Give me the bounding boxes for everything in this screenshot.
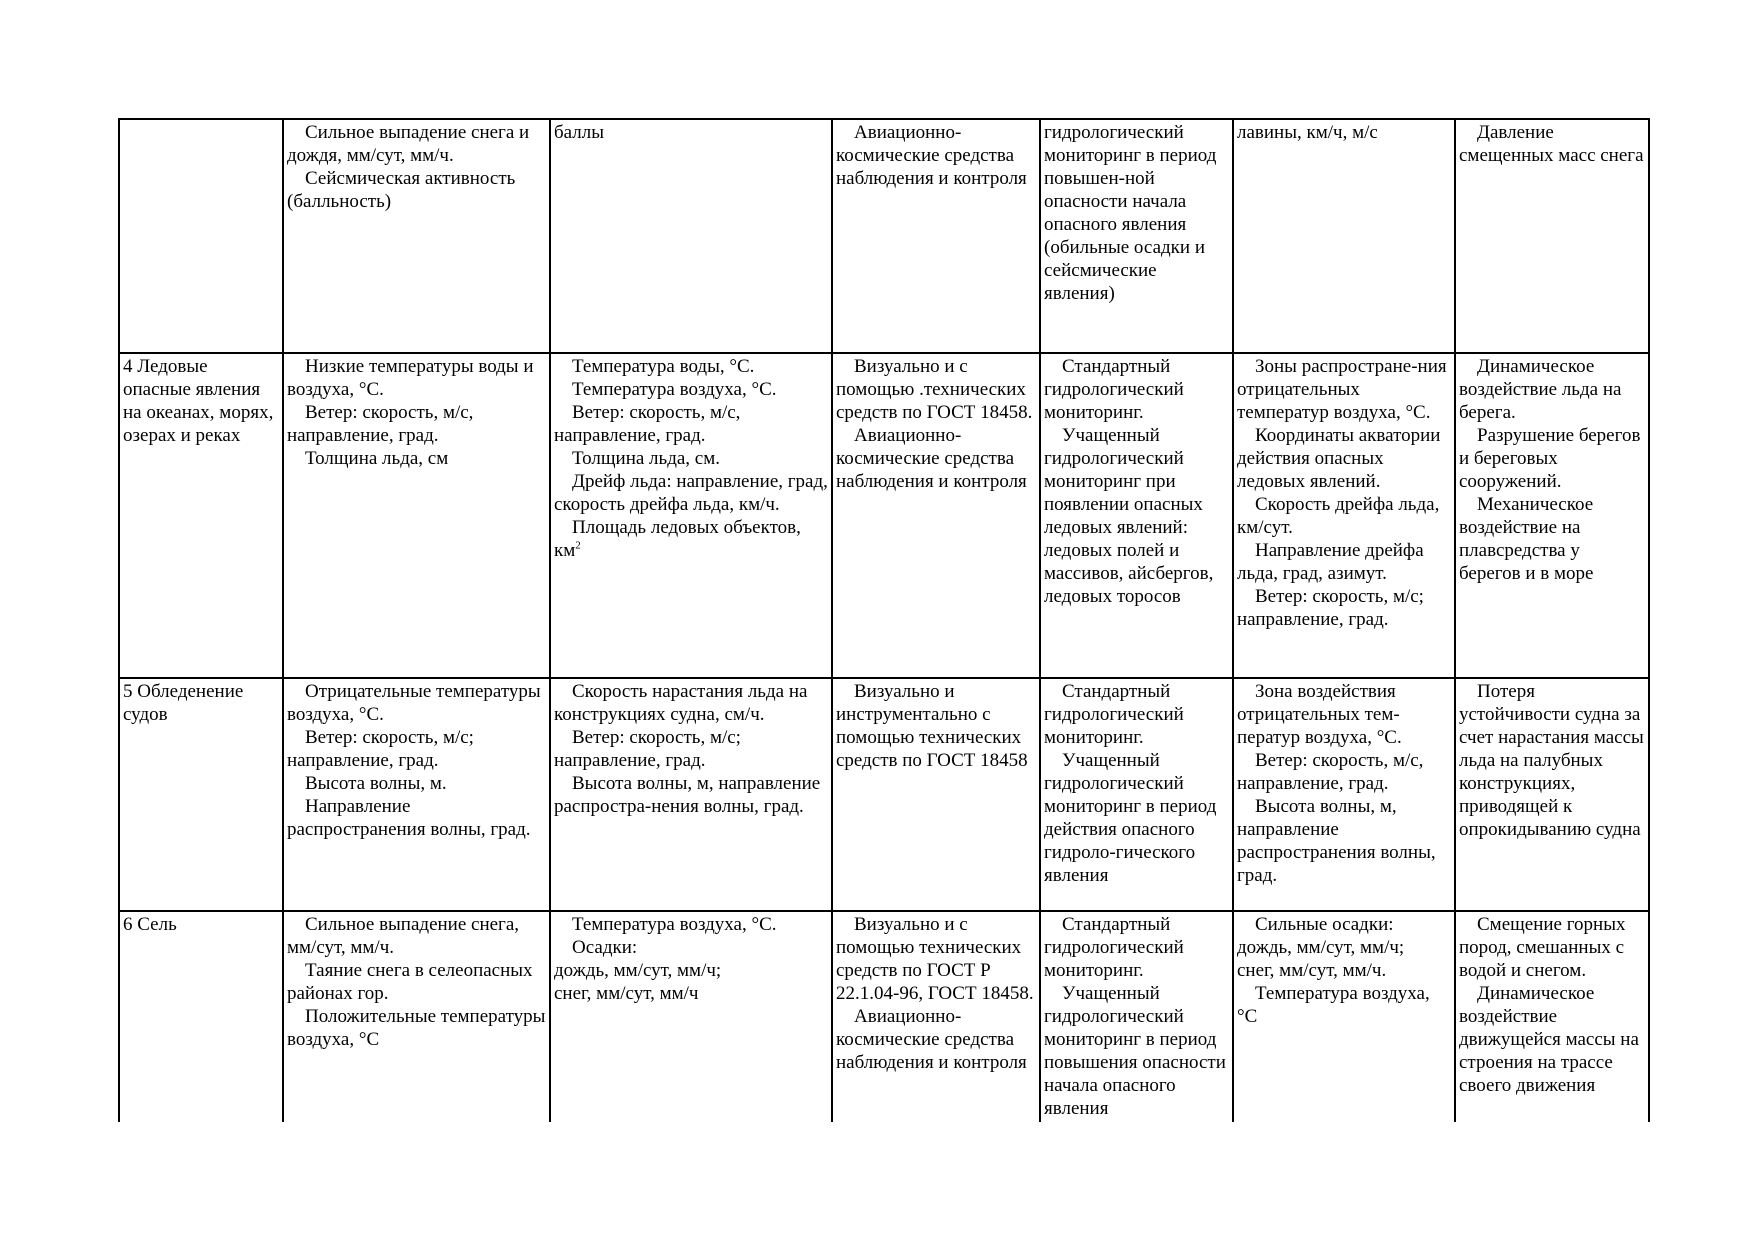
cell-paragraph: Ветер: скорость, м/с, направление, град. bbox=[554, 402, 741, 446]
cell-paragraph: Авиационно-космические средства наблюдения и контроля bbox=[836, 122, 1027, 189]
table-cell bbox=[832, 353, 1040, 678]
cell-paragraph: Скорость нарастания льда на конструкциях судна, см/ч. bbox=[554, 681, 808, 725]
table-cell bbox=[1233, 911, 1455, 1122]
table-cell bbox=[550, 119, 832, 353]
area-text: Площадь ледовых объектов, км bbox=[554, 517, 801, 561]
cell-paragraph: Температура воздуха, °С bbox=[1237, 983, 1430, 1027]
cell-paragraph: Стандартный гидрологический мониторинг. bbox=[1044, 681, 1184, 748]
cell-paragraph: дождь, мм/сут, мм/ч; bbox=[554, 960, 722, 981]
table-row bbox=[119, 911, 1649, 1122]
table-cell bbox=[832, 911, 1040, 1122]
table-cell bbox=[1233, 353, 1455, 678]
cell-paragraph: Толщина льда, см. bbox=[572, 448, 721, 469]
cell-paragraph: Давление смещенных масс снега bbox=[1459, 122, 1644, 166]
table-cell bbox=[1040, 678, 1233, 911]
table-cell bbox=[119, 119, 283, 353]
table-row bbox=[119, 119, 1649, 353]
cell-paragraph: Сейсмическая активность (балльность) bbox=[287, 168, 516, 212]
cell-paragraph: Высота волны, м, направление распространения волны, град. bbox=[1237, 796, 1436, 886]
cell-paragraph: Зоны распростране-ния отрицательных температур воздуха, °С. bbox=[1237, 356, 1447, 423]
cell-paragraph: Стандартный гидрологический мониторинг. bbox=[1044, 914, 1184, 981]
table-cell bbox=[119, 911, 283, 1122]
table-cell bbox=[1233, 119, 1455, 353]
table-cell bbox=[283, 353, 550, 678]
cell-paragraph: баллы bbox=[554, 122, 604, 143]
table-cell bbox=[550, 911, 832, 1122]
cell-paragraph: Сильное выпадение снега, мм/сут, мм/ч. bbox=[287, 914, 520, 958]
cell-paragraph: снег, мм/сут, мм/ч bbox=[554, 983, 699, 1004]
cell-paragraph: Ветер: скорость, м/с, направление, град. bbox=[287, 402, 474, 446]
cell-paragraph: Ветер: скорость, м/с; направление, град. bbox=[554, 727, 741, 771]
cell-paragraph: Ветер: скорость, м/с; направление, град. bbox=[1237, 586, 1424, 630]
cell-paragraph: Осадки: bbox=[572, 937, 638, 958]
cell-paragraph: гидрологический мониторинг в период повышен-ной опасности начала опасного явления (обильные осадки и сейсмические явления) bbox=[1044, 122, 1217, 304]
cell-paragraph: Координаты акватории действия опасных ледовых явлений. bbox=[1237, 425, 1441, 492]
cell-paragraph: Температура воздуха, °С. bbox=[572, 914, 777, 935]
table-cell bbox=[1040, 353, 1233, 678]
cell-paragraph: Высота волны, м. bbox=[305, 773, 447, 794]
table-cell bbox=[550, 353, 832, 678]
cell-paragraph: Учащенный гидрологический мониторинг в период повышения опасности начала опасного явления bbox=[1044, 983, 1226, 1119]
cell-paragraph: Учащенный гидрологический мониторинг при появлении опасных ледовых явлений: ледовых полей и массивов, айсбергов, ледовых торосов bbox=[1044, 425, 1214, 607]
cell-paragraph: Дрейф льда: направление, град, скорость дрейфа льда, км/ч. bbox=[554, 471, 828, 515]
cell-paragraph: Высота волны, м, направление распростра-нения волны, град. bbox=[554, 773, 821, 817]
cell-paragraph: Скорость дрейфа льда, км/сут. bbox=[1237, 494, 1440, 538]
cell-paragraph: Отрицательные температуры воздуха, °С. bbox=[287, 681, 541, 725]
cell-paragraph: лавины, км/ч, м/с bbox=[1237, 122, 1378, 143]
cell-paragraph: Направление дрейфа льда, град, азимут. bbox=[1237, 540, 1424, 584]
cell-paragraph: дождь, мм/сут, мм/ч; bbox=[1237, 937, 1405, 958]
cell-paragraph: Сильные осадки: bbox=[1255, 914, 1394, 935]
table-row bbox=[119, 678, 1649, 911]
cell-paragraph: Учащенный гидрологический мониторинг в период действия опасного гидроло-гического явления bbox=[1044, 750, 1217, 886]
hazard-name: 5 Обледенение судов bbox=[123, 681, 244, 725]
table-cell bbox=[1455, 119, 1649, 353]
cell-paragraph: Авиационно-космические средства наблюдения и контроля bbox=[836, 1006, 1027, 1073]
cell-paragraph: Визуально и с помощью технических средств по ГОСТ Р 22.1.04-96, ГОСТ 18458. bbox=[836, 914, 1034, 1004]
table-cell bbox=[832, 119, 1040, 353]
table-cell bbox=[119, 678, 283, 911]
cell-paragraph: Разрушение берегов и береговых сооружений. bbox=[1459, 425, 1641, 492]
cell-paragraph: снег, мм/сут, мм/ч. bbox=[1237, 960, 1387, 981]
cell-paragraph: Стандартный гидрологический мониторинг. bbox=[1044, 356, 1184, 423]
cell-paragraph: Положительные температуры воздуха, °С bbox=[287, 1006, 546, 1050]
cell-paragraph: Сильное выпадение снега и дождя, мм/сут, мм/ч. bbox=[287, 122, 530, 166]
cell-paragraph: Таяние снега в селеопасных районах гор. bbox=[287, 960, 533, 1004]
table-cell bbox=[119, 353, 283, 678]
cell-paragraph: Направление распространения волны, град. bbox=[287, 796, 531, 840]
cell-paragraph: Температура воздуха, °С. bbox=[572, 379, 777, 400]
table-cell bbox=[550, 678, 832, 911]
table-row bbox=[119, 353, 1649, 678]
superscript: 2 bbox=[575, 539, 581, 552]
table-cell bbox=[283, 911, 550, 1122]
table-cell bbox=[283, 678, 550, 911]
cell-paragraph: Динамическое воздействие движущейся массы на строения на трассе своего движения bbox=[1459, 983, 1639, 1096]
cell-paragraph: Зона воздействия отрицательных тем-ператур воздуха, °С. bbox=[1237, 681, 1402, 748]
cell-paragraph: Авиационно-космические средства наблюдения и контроля bbox=[836, 425, 1027, 492]
cell-paragraph: Визуально и с помощью .технических средств по ГОСТ 18458. bbox=[836, 356, 1033, 423]
cell-paragraph: Визуально и инструментально с помощью технических средств по ГОСТ 18458 bbox=[836, 681, 1028, 771]
cell-paragraph: Ветер: скорость, м/с, направление, град. bbox=[1237, 750, 1424, 794]
table-cell bbox=[1040, 119, 1233, 353]
cell-paragraph bbox=[554, 516, 828, 562]
table-cell bbox=[1040, 911, 1233, 1122]
cell-paragraph: Толщина льда, см bbox=[305, 448, 449, 469]
hazard-monitoring-table bbox=[118, 118, 1650, 1122]
table-cell bbox=[832, 678, 1040, 911]
table-cell bbox=[1455, 911, 1649, 1122]
table-cell bbox=[1233, 678, 1455, 911]
cell-paragraph: Потеря устойчивости судна за счет нарастания массы льда на палубных конструкциях, приводящей к опрокидыванию судна bbox=[1459, 681, 1644, 840]
table-cell bbox=[1455, 678, 1649, 911]
hazard-name: 6 Сель bbox=[123, 914, 177, 935]
table-cell bbox=[283, 119, 550, 353]
table-cell bbox=[1455, 353, 1649, 678]
cell-paragraph: Температура воды, °С. bbox=[572, 356, 755, 377]
cell-paragraph: Ветер: скорость, м/с; направление, град. bbox=[287, 727, 474, 771]
cell-paragraph: Динамическое воздействие льда на берега. bbox=[1459, 356, 1622, 423]
cell-paragraph: Смещение горных пород, смешанных с водой и снегом. bbox=[1459, 914, 1626, 981]
cell-paragraph: Механическое воздействие на плавсредства у берегов и в море bbox=[1459, 494, 1594, 584]
cell-paragraph: Низкие температуры воды и воздуха, °С. bbox=[287, 356, 534, 400]
hazard-name: 4 Ледовые опасные явления на океанах, морях, озерах и реках bbox=[123, 356, 274, 446]
